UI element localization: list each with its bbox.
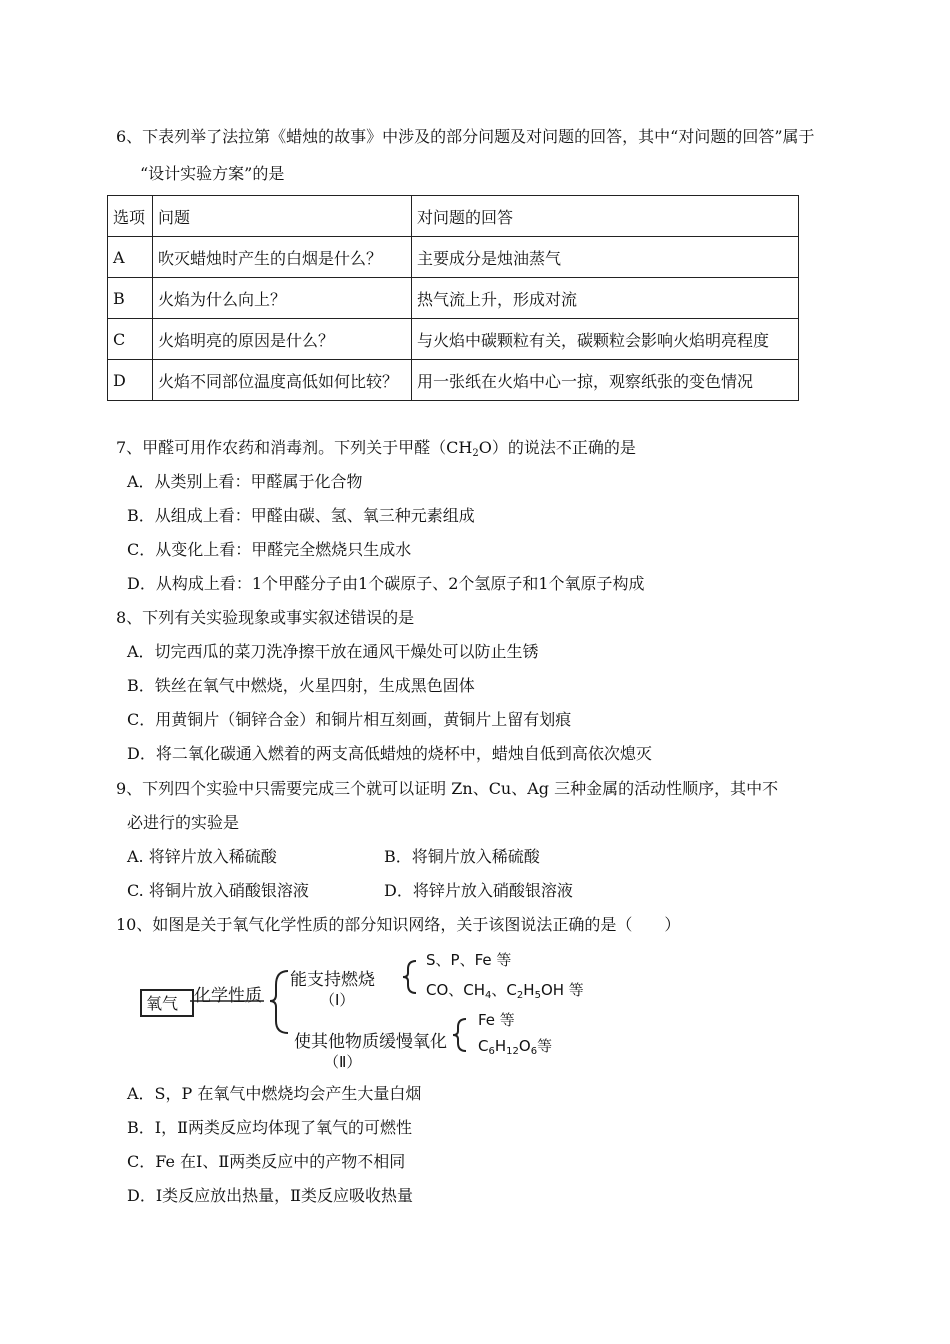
table-cell: D bbox=[108, 360, 153, 401]
q7-option-c: C．从变化上看：甲醛完全燃烧只生成水 bbox=[127, 540, 412, 559]
q8-option-a: A．切完西瓜的菜刀洗净擦干放在通风干燥处可以防止生锈 bbox=[127, 642, 539, 661]
table-cell: 用一张纸在火焰中心一掠，观察纸张的变色情况 bbox=[412, 360, 799, 401]
q10-option-a: A．S，P 在氧气中燃烧均会产生大量白烟 bbox=[127, 1084, 422, 1103]
diagram-branch-label: 化学性质 bbox=[194, 986, 262, 1006]
q8-option-b: B．铁丝在氧气中燃烧，火星四射，生成黑色固体 bbox=[127, 676, 475, 695]
formula-part: O bbox=[518, 1037, 531, 1055]
q8-option-c: C．用黄铜片（铜锌合金）和铜片相互刻画，黄铜片上留有划痕 bbox=[127, 710, 572, 729]
formula-part: H bbox=[494, 1037, 507, 1055]
q7-stem-sub: 2 bbox=[472, 448, 479, 459]
formula-sub: 5 bbox=[534, 990, 541, 1001]
q7-stem bbox=[116, 438, 636, 464]
oxygen-knowledge-diagram bbox=[138, 945, 618, 1075]
formula-sub: 12 bbox=[506, 1046, 519, 1057]
table-cell: C bbox=[108, 319, 153, 360]
table-row bbox=[108, 319, 799, 360]
q9-option-a: A. 将锌片放入稀硫酸 bbox=[127, 847, 277, 866]
table-row bbox=[108, 360, 799, 401]
formula-part: C bbox=[478, 1037, 489, 1055]
table-cell: 火焰为什么向上？ bbox=[153, 278, 412, 319]
q8-option-d: D．将二氧化碳通入燃着的两支高低蜡烛的烧杯中，蜡烛自低到高依次熄灭 bbox=[127, 744, 652, 763]
q7-stem-pre: 7、甲醛可用作农药和消毒剂。下列关于甲醛（CH bbox=[116, 438, 473, 457]
table-header-cell: 对问题的回答 bbox=[412, 196, 799, 237]
table-cell: A bbox=[108, 237, 153, 278]
diagram-node1-tag: （Ⅰ） bbox=[320, 991, 355, 1009]
q6-table bbox=[107, 195, 799, 401]
table-cell: 火焰明亮的原因是什么？ bbox=[153, 319, 412, 360]
q10-option-b: B．Ⅰ，Ⅱ两类反应均体现了氧气的可燃性 bbox=[127, 1118, 412, 1137]
formula-part: OH 等 bbox=[540, 981, 584, 999]
formula-part: CO、CH bbox=[426, 981, 486, 999]
table-cell: 热气流上升，形成对流 bbox=[412, 278, 799, 319]
table-header-cell: 问题 bbox=[153, 196, 412, 237]
diagram-node1: 能支持燃烧 bbox=[290, 970, 375, 990]
q9-option-d: D．将锌片放入硝酸银溶液 bbox=[384, 881, 573, 900]
table-row bbox=[108, 278, 799, 319]
diagram-root-label: 氧气 bbox=[146, 994, 179, 1013]
formula-sub: 4 bbox=[485, 990, 492, 1001]
q9-stem-line2: 必进行的实验是 bbox=[127, 813, 240, 832]
q10-option-c: C．Fe 在Ⅰ、Ⅱ两类反应中的产物不相同 bbox=[127, 1152, 406, 1171]
q10-option-d: D．Ⅰ类反应放出热量，Ⅱ类反应吸收热量 bbox=[127, 1186, 414, 1205]
diagram-node1-item1: S、P、Fe 等 bbox=[426, 951, 512, 969]
table-cell: 与火焰中碳颗粒有关，碳颗粒会影响火焰明亮程度 bbox=[412, 319, 799, 360]
q7-option-d: D．从构成上看：1个甲醛分子由1个碳原子、2个氢原子和1个氧原子构成 bbox=[127, 574, 645, 593]
table-cell: 吹灭蜡烛时产生的白烟是什么？ bbox=[153, 237, 412, 278]
diagram-node2-item1: Fe 等 bbox=[478, 1011, 515, 1029]
table-header-cell: 选项 bbox=[108, 196, 153, 237]
q6-stem-line1: 6、下表列举了法拉第《蜡烛的故事》中涉及的部分问题及对问题的回答，其中“对问题的回答”属于 bbox=[116, 127, 815, 146]
formula-sub: 6 bbox=[530, 1046, 538, 1057]
formula-sub: 6 bbox=[488, 1046, 495, 1057]
q7-option-b: B．从组成上看：甲醛由碳、氢、氧三种元素组成 bbox=[127, 506, 475, 525]
diagram-node2: 使其他物质缓慢氧化 bbox=[294, 1032, 447, 1052]
table-row bbox=[108, 237, 799, 278]
q9-stem-line1: 9、下列四个实验中只需要完成三个就可以证明 Zn、Cu、Ag 三种金属的活动性顺序，其中不 bbox=[116, 779, 779, 798]
table-cell: 火焰不同部位温度高低如何比较？ bbox=[153, 360, 412, 401]
formula-part: 、C bbox=[491, 981, 517, 999]
q7-option-a: A．从类别上看：甲醛属于化合物 bbox=[127, 472, 363, 491]
formula-part: 等 bbox=[537, 1037, 553, 1055]
q8-stem: 8、下列有关实验现象或事实叙述错误的是 bbox=[116, 608, 415, 627]
q9-option-b: B．将铜片放入稀硫酸 bbox=[384, 847, 540, 866]
formula-part: H bbox=[523, 981, 535, 999]
q7-stem-post: O）的说法不正确的是 bbox=[478, 438, 636, 457]
q6-stem-line2: “设计实验方案”的是 bbox=[140, 164, 285, 183]
diagram-node1-item2 bbox=[426, 979, 584, 1001]
q10-stem: 10、如图是关于氧气化学性质的部分知识网络，关于该图说法正确的是（ ） bbox=[116, 915, 681, 934]
diagram-node2-item2 bbox=[478, 1035, 552, 1057]
table-cell: B bbox=[108, 278, 153, 319]
formula-sub: 2 bbox=[516, 990, 524, 1001]
diagram-node2-tag: （Ⅱ） bbox=[324, 1053, 362, 1071]
table-cell: 主要成分是烛油蒸气 bbox=[412, 237, 799, 278]
q9-option-c: C. 将铜片放入硝酸银溶液 bbox=[127, 881, 309, 900]
table-header-row bbox=[108, 196, 799, 237]
